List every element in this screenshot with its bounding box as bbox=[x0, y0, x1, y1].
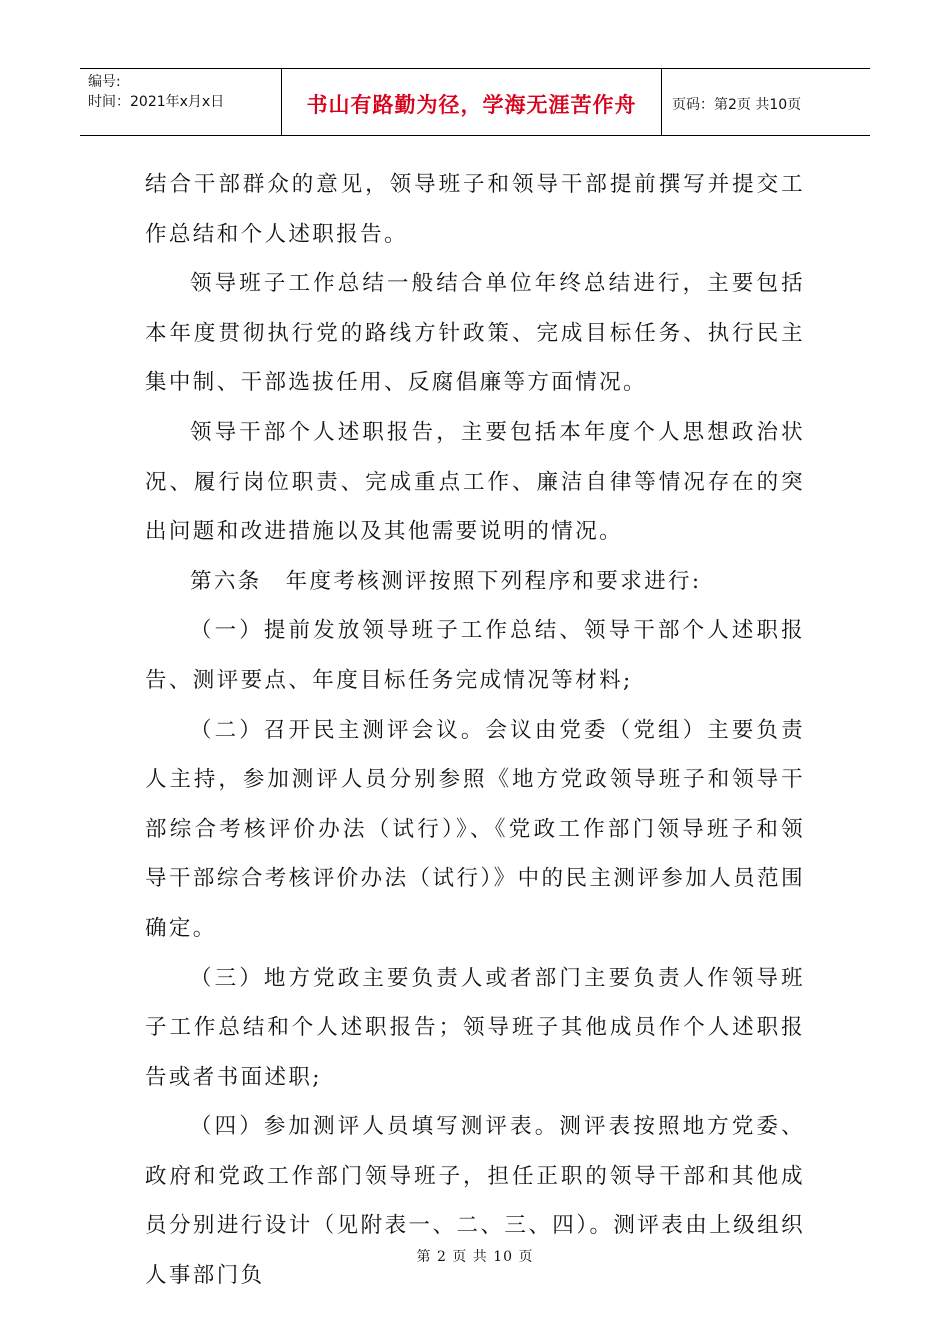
article-heading: 第六条 年度考核测评按照下列程序和要求进行: bbox=[190, 568, 702, 594]
paragraph: 领导班子工作总结一般结合单位年终总结进行，主要包括本年度贯彻执行党的路线方针政策、完成目标任务、执行民主集中制、干部选拔任用、反腐倡廉等方面情况。 bbox=[145, 271, 805, 396]
paragraph: 领导干部个人述职报告，主要包括本年度个人思想政治状况、履行岗位职责、完成重点工作、廉洁自律等情况存在的突出问题和改进措施以及其他需要说明的情况。 bbox=[145, 419, 805, 545]
header-meta bbox=[80, 69, 282, 135]
document-number-label: 编号: bbox=[88, 74, 121, 90]
page-header bbox=[80, 68, 870, 136]
document-time-label: 时间：2021年x月x日 bbox=[88, 94, 225, 110]
paragraph: （三）地方党政主要负责人或者部门主要负责人作领导班子工作总结和个人述职报告；领导班子其他成员作个人述职报告或者书面述职; bbox=[145, 965, 805, 1090]
page-footer: 第 2 页 共 10 页 bbox=[416, 1249, 534, 1265]
header-motto: 书山有路勤为径，学海无涯苦作舟 bbox=[282, 69, 662, 135]
header-page-number: 页码：第2页 共10页 bbox=[672, 97, 802, 113]
document-body bbox=[145, 160, 805, 1301]
paragraph: （四）参加测评人员填写测评表。测评表按照地方党委、政府和党政工作部门领导班子，担任正职的领导干部和其他成员分别进行设计（见附表一、二、三、四）。测评表由上级组织人事部门负 bbox=[145, 1114, 805, 1289]
paragraph: （一）提前发放领导班子工作总结、领导干部个人述职报告、测评要点、年度目标任务完成情况等材料; bbox=[145, 618, 805, 693]
paragraph: （二）召开民主测评会议。会议由党委（党组）主要负责人主持，参加测评人员分别参照《地方党政领导班子和领导干部综合考核评价办法（试行）》、《党政工作部门领导班子和领导干部综合考核评价办法（试行）》中的民主测评参加人员范围确定。 bbox=[145, 717, 805, 941]
paragraph-continuation: 结合干部群众的意见，领导班子和领导干部提前撰写并提交工作总结和个人述职报告。 bbox=[145, 172, 805, 247]
